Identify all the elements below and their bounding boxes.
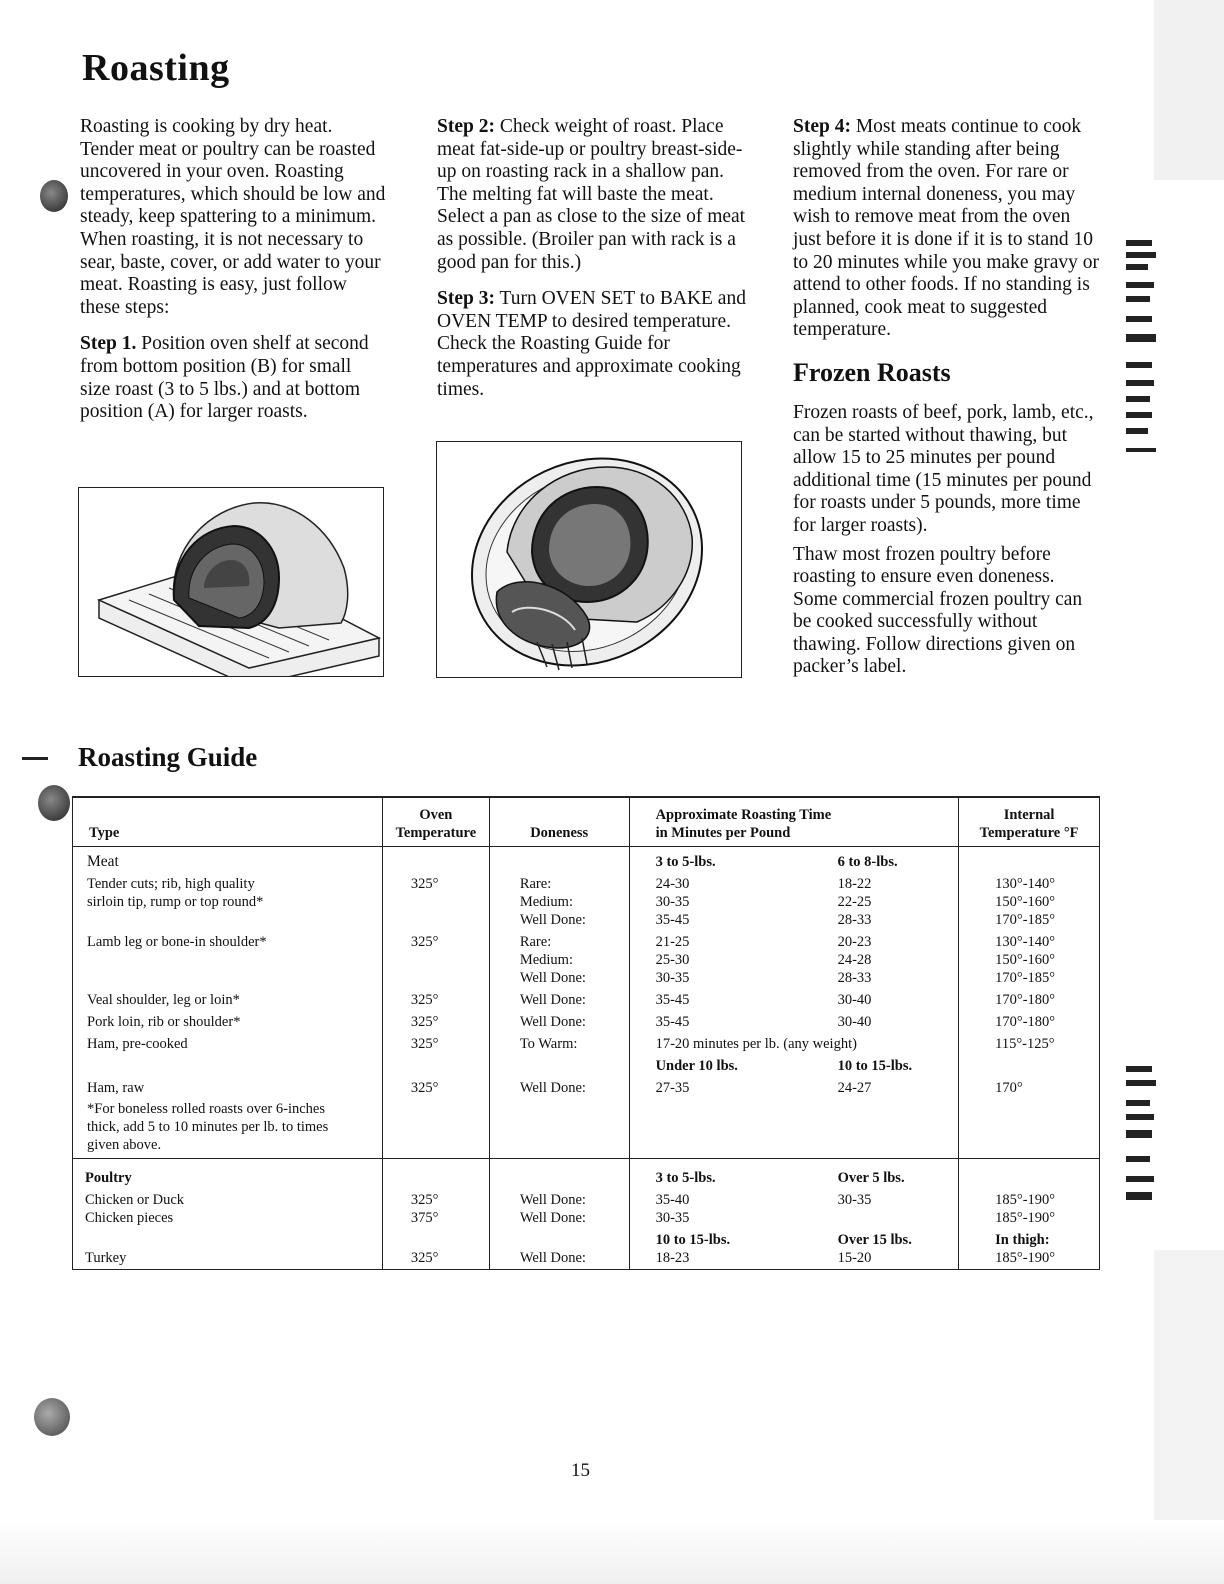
tender-doneness-well: Well Done:	[519, 912, 586, 928]
header-oven-temperature: Oven Temperature	[382, 797, 489, 847]
pork-b: 30-40	[837, 1014, 872, 1030]
lamb-internal-medium: 150°-160°	[995, 952, 1056, 968]
pieces-internal: 185°-190°	[995, 1210, 1056, 1226]
tender-medium-b: 22-25	[837, 894, 872, 910]
tender-internal-rare: 130°-140°	[995, 876, 1056, 892]
tender-well-b: 28-33	[837, 912, 872, 928]
pieces-doneness: Well Done:	[519, 1210, 586, 1226]
turkey-size-small: 10 to 15-lbs.	[655, 1232, 731, 1248]
meat-size-large: 6 to 8-lbs.	[837, 854, 898, 870]
tender-rare-b: 18-22	[837, 876, 872, 892]
pork-oven-temp: 325°	[410, 1014, 439, 1030]
lamb-medium-b: 24-28	[837, 952, 872, 968]
intro-column	[80, 116, 386, 438]
chicken-b: 30-35	[837, 1192, 872, 1208]
step-3-label: Step 3:	[437, 288, 495, 310]
veal-type: Veal shoulder, leg or loin*	[87, 992, 240, 1008]
step4-column	[793, 116, 1099, 693]
chicken-pieces-type: Chicken pieces	[85, 1210, 174, 1226]
chicken-duck-type: Chicken or Duck	[85, 1192, 185, 1208]
step-2	[437, 116, 747, 274]
chicken-doneness: Well Done:	[519, 1192, 586, 1208]
carved-roast-drawing	[437, 442, 741, 677]
table-row	[73, 1159, 1100, 1270]
turkey-thigh-label: In thigh:	[995, 1232, 1050, 1248]
lamb-well-b: 28-33	[837, 970, 872, 986]
tender-cuts-type: Tender cuts; rib, high quality sirloin tip, rump or top round*	[87, 876, 264, 910]
tender-medium-a: 30-35	[655, 894, 690, 910]
turkey-a: 18-23	[655, 1250, 690, 1266]
turkey-oven-temp: 325°	[410, 1250, 439, 1266]
roast-pan-drawing	[79, 488, 383, 676]
table-row	[73, 847, 1100, 1159]
veal-doneness: Well Done:	[519, 992, 586, 1008]
meat-size-small: 3 to 5-lbs.	[655, 854, 716, 870]
veal-a: 35-45	[655, 992, 690, 1008]
ham-precooked-doneness: To Warm:	[519, 1036, 578, 1052]
ham-precooked-time: 17-20 minutes per lb. (any weight)	[655, 1036, 857, 1052]
roast-on-pan-illustration	[78, 487, 384, 677]
tender-well-a: 35-45	[655, 912, 690, 928]
ham-size-large: 10 to 15-lbs.	[837, 1058, 913, 1074]
veal-b: 30-40	[837, 992, 872, 1008]
veal-internal: 170°-180°	[995, 992, 1056, 1008]
tender-doneness-rare: Rare:	[519, 876, 552, 892]
meat-category-label: Meat	[87, 853, 119, 870]
tender-oven-temp: 325°	[410, 876, 439, 892]
meat-section	[73, 847, 1100, 1159]
step-4-label: Step 4:	[793, 116, 851, 137]
lamb-type: Lamb leg or bone-in shoulder*	[87, 934, 267, 950]
tender-rare-a: 24-30	[655, 876, 690, 892]
poultry-size-large: Over 5 lbs.	[837, 1170, 905, 1186]
lamb-medium-a: 25-30	[655, 952, 690, 968]
lamb-well-a: 30-35	[655, 970, 690, 986]
veal-oven-temp: 325°	[410, 992, 439, 1008]
table-header-row	[73, 797, 1100, 847]
turkey-size-large: Over 15 lbs.	[837, 1232, 912, 1248]
chicken-a: 35-40	[655, 1192, 690, 1208]
binder-hole-icon	[38, 785, 70, 821]
step-1	[80, 333, 386, 423]
step-1-text: Position oven shelf at second from bottom position (B) for small size roast (3 to 5 lbs.) and at bottom position (A) for larger roasts.	[80, 333, 369, 423]
steps-column	[437, 116, 747, 415]
header-roasting-time: Approximate Roasting Time in Minutes per Pound	[629, 797, 959, 847]
lamb-doneness-medium: Medium:	[519, 952, 573, 968]
tender-doneness-medium: Medium:	[519, 894, 573, 910]
chicken-internal: 185°-190°	[995, 1192, 1056, 1208]
poultry-category-label: Poultry	[85, 1170, 132, 1186]
frozen-roasts-heading: Frozen Roasts	[793, 357, 951, 387]
step-2-label: Step 2:	[437, 116, 495, 137]
pork-internal: 170°-180°	[995, 1014, 1056, 1030]
header-doneness: Doneness	[489, 797, 629, 847]
lamb-internal-rare: 130°-140°	[995, 934, 1056, 950]
ham-raw-oven-temp: 325°	[410, 1080, 439, 1096]
step-3	[437, 288, 747, 401]
ham-raw-type: Ham, raw	[87, 1080, 145, 1096]
frozen-roasts-text-1: Frozen roasts of beef, pork, lamb, etc., can be started without thawing, but allow 15 to 25 minutes per pound additional time (15 minutes per pound for roasts under 5 pounds, more time for larger roasts).	[793, 401, 1094, 536]
step-4-text: Most meats continue to cook slightly while standing after being removed from the oven. For rare or medium internal doneness, you may wish to remove meat from the oven just before it is done if it is to stand 10 to 20 minutes while you make gravy or attend to other foods. If no standing is planned, cook meat to suggested temperature.	[793, 116, 1099, 341]
turkey-internal: 185°-190°	[995, 1250, 1056, 1266]
lamb-doneness-rare: Rare:	[519, 934, 552, 950]
turkey-b: 15-20	[837, 1250, 872, 1266]
ham-raw-doneness: Well Done:	[519, 1080, 586, 1096]
poultry-size-small: 3 to 5-lbs.	[655, 1170, 716, 1186]
ham-raw-a: 27-35	[655, 1080, 690, 1096]
roasting-guide-heading: Roasting Guide	[78, 742, 258, 772]
lamb-rare-a: 21-25	[655, 934, 690, 950]
scan-mark	[22, 757, 48, 760]
ham-precooked-internal: 115°-125°	[995, 1036, 1055, 1052]
step-2-text: Check weight of roast. Place meat fat-side-up or poultry breast-side-up on roasting rack in a shallow pan. The melting fat will baste the meat. Select a pan as close to the size of meat as possible. (Broiler pan with rack is a good pan for this.)	[437, 116, 746, 273]
step-3-text: Turn OVEN SET to BAKE and OVEN TEMP to desired temperature. Check the Roasting Guide for temperatures and approximate cooking times.	[437, 288, 746, 400]
page-title: Roasting	[82, 47, 230, 89]
ham-size-small: Under 10 lbs.	[655, 1058, 738, 1074]
poultry-section	[73, 1159, 1100, 1270]
chicken-oven-temp: 325°	[410, 1192, 439, 1208]
scan-bottom-artifact	[0, 1520, 1224, 1584]
lamb-oven-temp: 325°	[410, 934, 439, 950]
pieces-a: 30-35	[655, 1210, 690, 1226]
turkey-doneness: Well Done:	[519, 1250, 586, 1266]
step-4	[793, 116, 1099, 342]
frozen-roasts-text-2: Thaw most frozen poultry before roasting to ensure even doneness. Some commercial frozen poultry can be cooked successfully without thawing. Follow directions given on packer’s label.	[793, 543, 1083, 678]
page-number: 15	[571, 1460, 590, 1481]
pork-type: Pork loin, rib or shoulder*	[87, 1014, 241, 1030]
carved-roast-illustration	[436, 441, 742, 678]
turkey-type: Turkey	[85, 1250, 127, 1266]
pork-a: 35-45	[655, 1014, 690, 1030]
intro-text: Roasting is cooking by dry heat. Tender meat or poultry can be roasted uncovered in your oven. Roasting temperatures, which should be low and steady, keep spattering to a minimum. When roasting, it is not necessary to sear, baste, cover, or add water to your meat. Roasting is easy, just follow these steps:	[80, 116, 386, 318]
step-1-label: Step 1.	[80, 333, 137, 355]
binder-hole-icon	[40, 180, 68, 212]
ham-raw-b: 24-27	[837, 1080, 872, 1096]
binder-hole-icon	[34, 1398, 70, 1436]
pork-doneness: Well Done:	[519, 1014, 586, 1030]
ham-precooked-type: Ham, pre-cooked	[87, 1036, 188, 1052]
boneless-note: *For boneless rolled roasts over 6-inches thick, add 5 to 10 minutes per lb. to times given above.	[87, 1101, 329, 1153]
ham-precooked-oven-temp: 325°	[410, 1036, 439, 1052]
lamb-internal-well: 170°-185°	[995, 970, 1056, 986]
lamb-rare-b: 20-23	[837, 934, 872, 950]
header-internal-temperature: Internal Temperature °F	[959, 797, 1100, 847]
ham-raw-internal: 170°	[995, 1080, 1023, 1096]
scan-edge-artifacts	[1124, 0, 1224, 1584]
tender-internal-medium: 150°-160°	[995, 894, 1056, 910]
pieces-oven-temp: 375°	[410, 1210, 439, 1226]
tender-internal-well: 170°-185°	[995, 912, 1056, 928]
roasting-guide-table	[72, 796, 1100, 1270]
header-type: Type	[73, 797, 383, 847]
lamb-doneness-well: Well Done:	[519, 970, 586, 986]
